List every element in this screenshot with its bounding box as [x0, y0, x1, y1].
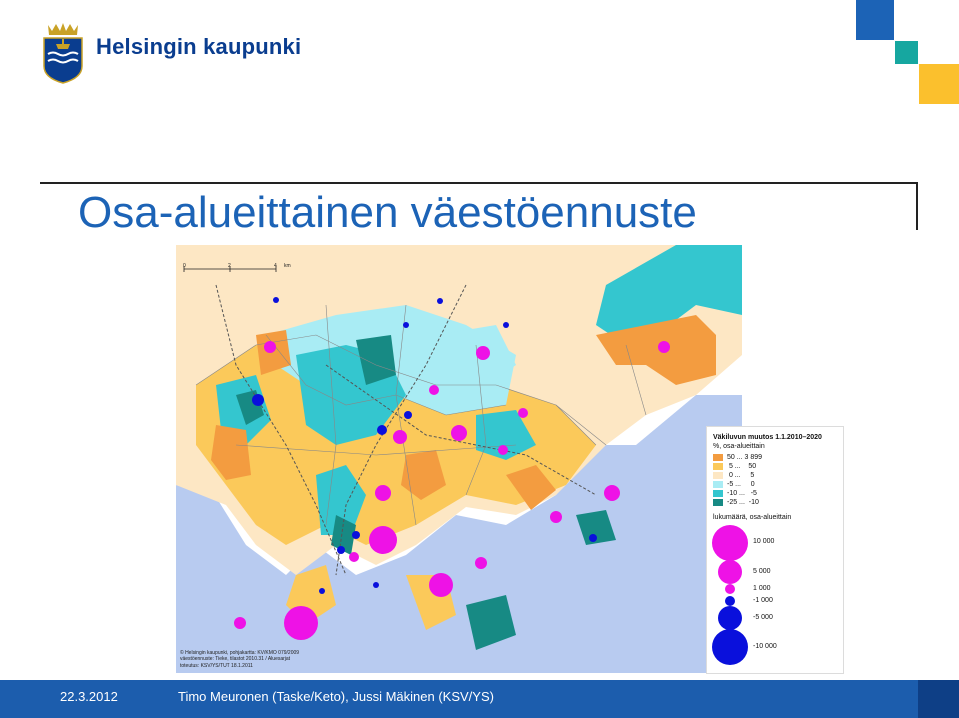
- footer-author: Timo Meuronen (Taske/Keto), Jussi Mäkinen (KSV/YS): [178, 689, 494, 704]
- title-rule: [40, 182, 918, 184]
- legend-class-3: 0 ... 5: [727, 472, 755, 479]
- credit-line-1: © Helsingin kaupunki, pohjakartta: KV/KMO 079/2009: [180, 649, 300, 656]
- slide-title: Osa-alueittainen väestöennuste: [78, 188, 697, 237]
- scale-label-0: 0: [183, 263, 186, 269]
- population-forecast-map: [176, 245, 742, 673]
- legend-class-2: 5 ... 50: [727, 463, 757, 470]
- legend-swatch-2: [713, 463, 723, 470]
- helsinki-coat-of-arms-logo: [42, 22, 84, 89]
- scale-label-km: km: [284, 263, 291, 269]
- brand-name: Helsingin kaupunki: [96, 34, 302, 59]
- legend-circle-2: 5 000: [753, 568, 771, 575]
- decorative-square-yellow: [919, 64, 959, 104]
- title-rule-right: [916, 182, 918, 230]
- legend-title: Väkiluvun muutos 1.1.2010–2020: [713, 434, 822, 441]
- map-credits: [180, 650, 299, 670]
- footer-corner: [918, 680, 959, 718]
- footer-date: 22.3.2012: [60, 689, 118, 704]
- legend-swatch-5: [713, 490, 723, 497]
- scale-label-2: 2: [228, 263, 231, 269]
- legend-swatch-4: [713, 481, 723, 488]
- legend-circles-title: lukumäärä, osa-alueittain: [713, 514, 792, 521]
- legend-swatch-6: [713, 499, 723, 506]
- legend-circle-5: -5 000: [753, 614, 773, 621]
- legend-circle-1: 10 000: [753, 538, 775, 545]
- legend-subtitle: %, osa-alueittain: [713, 443, 765, 450]
- decorative-square-blue: [856, 0, 894, 40]
- map-svg: [176, 245, 742, 673]
- legend-class-5: -10 ... -5: [727, 490, 757, 497]
- legend-circle-6: -10 000: [753, 643, 777, 650]
- map-legend: [706, 426, 844, 674]
- legend-circle-4: -1 000: [753, 597, 773, 604]
- legend-swatch-1: [713, 454, 723, 461]
- legend-circles-svg: [707, 523, 843, 673]
- legend-circle-3: 1 000: [753, 585, 771, 592]
- credit-line-2: väestöennuste: Tieke, tilastot 2010.31 / Aluesarjat: [180, 656, 291, 662]
- legend-class-6: -25 ... -10: [727, 499, 759, 506]
- legend-class-1: 50 ... 3 899: [727, 454, 763, 461]
- credit-line-3: toteutus: KSV/YS/TUT 18.1.2011: [180, 662, 253, 669]
- decorative-square-teal: [895, 41, 918, 64]
- legend-swatch-3: [713, 472, 723, 479]
- legend-class-4: -5 ... 0: [727, 481, 755, 488]
- scale-label-4: 4: [274, 263, 277, 269]
